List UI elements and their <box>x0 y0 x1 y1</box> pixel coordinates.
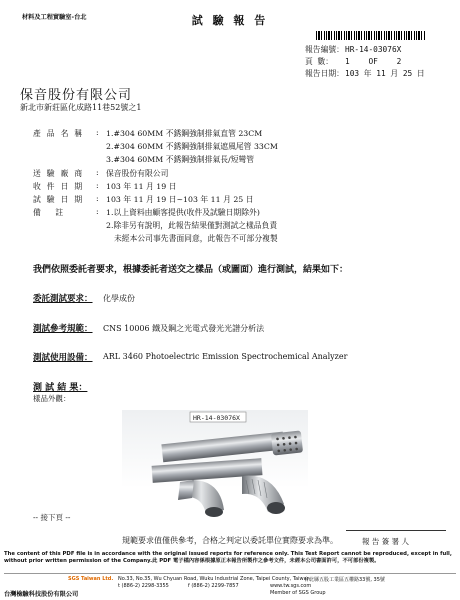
report-title: 試 驗 報 告 <box>191 14 269 27</box>
footer-address-zh: 台北縣五股工業區五權路33號, 35號 <box>304 577 385 583</box>
requirement-value: 化學成份 <box>103 294 135 303</box>
field-label: 試驗日期 <box>33 195 89 204</box>
footer-address-en: No.33, No.35, Wu Chyuan Road, Wuku Industrial Zone, Taipei County, Taiwan <box>118 576 310 582</box>
report-date-value: 103 年 11 月 25 日 <box>345 69 425 78</box>
result-label: 測 試 結 果： <box>33 383 88 393</box>
report-date-label: 報告日期： <box>305 69 344 78</box>
field-line: 2.#304 60MM 不銹鋼強制排氣遮風尾管 33CM <box>106 142 278 151</box>
field-label: 送驗廠商 <box>33 169 89 178</box>
sgs-brand: SGS Taiwan Ltd. <box>68 576 114 582</box>
signature-line <box>346 530 446 531</box>
client-address: 新北市新莊區化成路11巷52號之1 <box>20 103 142 112</box>
report-number-label: 報告編號： <box>305 45 344 54</box>
method-label: 測試參考規範： <box>33 324 93 334</box>
lab-name: 材料及工程實驗室-台北 <box>22 14 87 21</box>
field-label: 備 註 <box>33 208 70 217</box>
footer-phone-a: t (886-2) 2298-3355 <box>118 583 169 589</box>
field-line: 未經本公司事先書面同意，此報告不可部分複製 <box>114 234 278 243</box>
barcode-image <box>316 31 426 40</box>
field-line: 103 年 11 月 19 日~103 年 11 月 25 日 <box>106 195 254 204</box>
field-line: 2.除非另有說明，此報告結果僅對測試之樣品負責 <box>106 221 278 230</box>
equipment-value: ARL 3460 Photoelectric Emission Spectrochemical Analyzer <box>103 352 348 361</box>
field-label: 產品名稱 <box>33 129 89 138</box>
footer-company-zh: 台灣檢驗科技股份有限公司 <box>4 591 79 598</box>
page-count-value: 1 OF 2 <box>345 57 402 66</box>
field-line: 3.#304 60MM 不銹鋼強制排氣長/短彎管 <box>106 155 255 164</box>
photo-caption: 樣品外觀： <box>33 394 71 403</box>
continued-note: -- 接下頁 -- <box>33 513 71 522</box>
method-value: CNS 10006 鐵及鋼之光電式發光光譜分析法 <box>103 324 265 333</box>
client-name: 保音股份有限公司 <box>20 88 133 103</box>
field-line: 103 年 11 月 19 日 <box>106 182 177 191</box>
report-number-row <box>305 44 401 55</box>
page-count-row <box>305 56 401 67</box>
report-number-value: HR-14-03076X <box>345 45 402 54</box>
disclaimer-en-text: The content of this PDF file is in accordance with the original issued reports for reference only. This Test Report cannot be reproduced, except in full, without prior written permission of the Company. <box>4 551 452 564</box>
intro-statement: 我們依照委託者要求，根據委託者送交之樣品（或圖面）進行測試，結果如下： <box>33 265 349 275</box>
field-line: 1.以上資料由顧客提供(收件及試驗日期除外) <box>106 208 260 217</box>
field-line: 1.#304 60MM 不銹鋼強制排氣直管 23CM <box>106 129 263 138</box>
page-count-label: 頁 數： <box>305 57 334 66</box>
disclaimer-en <box>4 551 456 564</box>
disclaimer-zh-text: 此 PDF 電子檔內容係根據原正本報告所製作之參考文件，未經本公司書面許可，不可部份複製。 <box>152 557 380 564</box>
field-line: 保音股份有限公司 <box>106 169 169 178</box>
equipment-label: 測試使用設備： <box>33 353 93 363</box>
stainless-pipes-image <box>122 410 308 522</box>
footer-divider <box>4 573 456 574</box>
requirement-label: 委託測試要求： <box>33 294 93 304</box>
field-label: 收件日期 <box>33 182 89 191</box>
footer-phone-b: f (886-2) 2299-7857 <box>188 583 239 589</box>
signatory-label: 報 告 簽 署 人 <box>362 537 410 546</box>
report-date-row <box>305 68 425 79</box>
photo-tag: HR-14-03076X <box>193 414 240 422</box>
footer-member: Member of SGS Group <box>270 590 326 596</box>
sample-photo <box>122 410 308 522</box>
certification-note: 規範要求值僅供參考，合格之判定以委託單位實際要求為準。 <box>122 536 338 545</box>
footer-website: www.tw.sgs.com <box>270 583 312 589</box>
